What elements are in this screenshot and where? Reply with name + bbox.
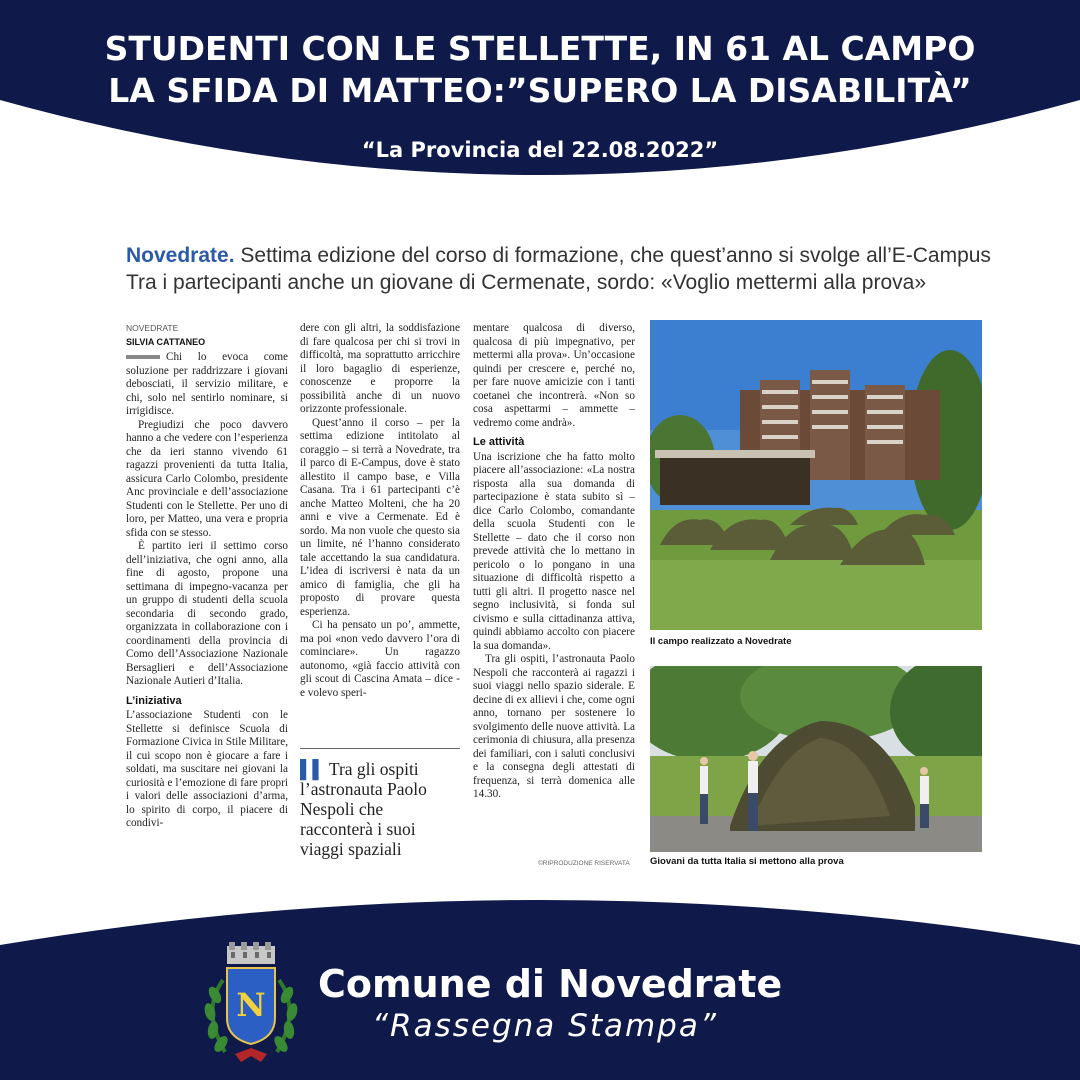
pull-quote (300, 748, 460, 859)
svg-text:N: N (236, 986, 266, 1024)
municipal-crest-logo (195, 940, 307, 1068)
article-kicker: NOVEDRATE (126, 323, 179, 333)
article-deck (126, 242, 996, 296)
paragraph: Una iscrizione che ha fatto molto piacere all’associazione: «La nostra risposta alla sua domanda di partecipazione è stata subito sì – dice Carlo Colombo, comandante della scuola Studenti con le Stellette – dato che il corso non prevede attività che lo mettano in pericolo o lo pongano in una situazione di difficoltà rispetto a tutti gli altri. Il progetto nasce nel segno inclusività, si fonda sul civismo e sulla cittadinanza attiva, quindi abbiamo accolto con piacere la sua domanda». (473, 450, 635, 652)
title-line-2: LA SFIDA DI MATTEO:”SUPERO LA DISABILITÀ” (108, 71, 972, 110)
paragraph: mentare qualcosa di diverso, qualcosa di più impegnativo, per mettermi alla prova». Un’occasione quindi per crescere e, perché no, per fare nuove amicizie con i tanti coetanei che incontrerà. «Non so cosa aspettarmi – ammette – vedremo come andrà». (473, 322, 635, 429)
youths-tent-photo (650, 666, 982, 852)
photo-caption-1: Il campo realizzato a Novedrate (650, 636, 792, 647)
paragraph-text: Chi lo evoca come soluzione per raddrizzare i giovani debosciati, il servizio militare, e chi, solo nel sentirlo nominare, si irrigidisce. (126, 351, 288, 417)
campus-tents-photo (650, 320, 982, 630)
pull-quote-mark: ▌▌ (300, 759, 325, 779)
dash-mark (126, 355, 160, 359)
pull-quote-text: Tra gli ospiti l’astronauta Paolo Nespoli che racconterà i suoi viaggi spaziali (300, 759, 427, 859)
section-heading: Le attività (473, 436, 525, 448)
article-column-3 (473, 322, 635, 802)
paragraph: Ci ha pensato un po’, ammette, ma poi «non vedo davvero l’ora di cominciare». Un ragazzo autonomo, «già faccio attività con gli scout di Cascina Amata – dice - e volevo speri- (300, 619, 460, 699)
paragraph: Quest’anno il corso – per la settima edizione intitolato al coraggio – si terrà a Novedrate, tra il parco di E-Campus, dove è stato allestito il campo base, e Villa Casana. Tra i 61 partecipanti c’è anche Matteo Molteni, che ha 20 anni e vive a Cermenate. Ed è sordo. Ma non vuole che questo sia un limite, né l’hanno considerato tale accettando la sua candidatura. L’idea di iscriversi è nata da un amico di famiglia, che gli ha proposto di provare questa esperienza. (300, 416, 460, 618)
deck-line-2: Tra i partecipanti anche un giovane di Cermenate, sordo: «Voglio mettermi alla prova» (126, 271, 926, 294)
title-line-1: STUDENTI CON LE STELLETTE, IN 61 AL CAMPO (104, 29, 976, 68)
deck-line-1: Settima edizione del corso di formazione, che quest’anno si svolge all’E-Campus (234, 244, 991, 267)
paragraph: Pregiudizi che poco davvero hanno a che vedere con l’esperienza che da ieri stanno vivendo 61 ragazzi provenienti da tutta Italia, assicura Carlo Colombo, presidente Anc provinciale e dell’associazione Studenti con le Stellette. Per uno di loro, per Matteo, una vera e propria sfida con se stesso. (126, 418, 288, 539)
article-column-1 (126, 322, 288, 831)
paragraph (126, 351, 288, 419)
copyright-note: ©RIPRODUZIONE RISERVATA (538, 860, 630, 867)
paragraph: È partito ieri il settimo corso dell’iniziativa, che ogni anno, alla fine di agosto, propone una settimana di impegno-vacanza per un gruppo di studenti della scuola secondaria di secondo grado, organizzata in collaborazione con i coordinamenti della provincia di Como dell’Associazione Nazionale Bersaglieri e dell’Associazione Nazionale Autieri d’Italia. (126, 540, 288, 687)
paragraph: Tra gli ospiti, l’astronauta Paolo Nespoli che racconterà ai ragazzi i suoi viaggi nello spazio siderale. E decine di ex allievi i che, come ogni anno, tornano per sostenere lo svolgimento delle nuove attività. La cerimonia di chiusura, alla presenza dei familiari, con i saluti conclusivi e la consegna degli attestati di frequenza, si terrà domenica alle 14.30. (473, 653, 635, 800)
article-column-2 (300, 322, 460, 700)
section-heading: L’iniziativa (126, 694, 182, 707)
footer-title: Comune di Novedrate (318, 962, 783, 1006)
deck-lead: Novedrate. (126, 244, 235, 267)
paragraph: L’associazione Studenti con le Stellette si definisce Scuola di Formazione Civica in Stile Militare, il cui scopo non è giocare a fare i soldati, ma suscitare nei giovani la curiosità e l’emozione di fare propri i valori delle associazioni d’arma, lo spirito di corpo, il piacere di condivi- (126, 709, 288, 829)
photo-caption-2: Giovani da tutta Italia si mettono alla prova (650, 856, 844, 867)
page-title (0, 28, 1080, 112)
footer-subtitle: “Rassegna Stampa” (372, 1008, 718, 1044)
article-byline: SILVIA CATTANEO (126, 336, 206, 347)
source-subtitle: “La Provincia del 22.08.2022” (361, 138, 719, 162)
newspaper-clipping (120, 238, 990, 878)
paragraph: dere con gli altri, la soddisfazione di fare qualcosa per chi si trovi in difficoltà, ma soprattutto arricchire il loro bagaglio di esperienze, conoscenze e proporre la possibilità anche di un nuovo orizzonte professionale. (300, 322, 460, 415)
